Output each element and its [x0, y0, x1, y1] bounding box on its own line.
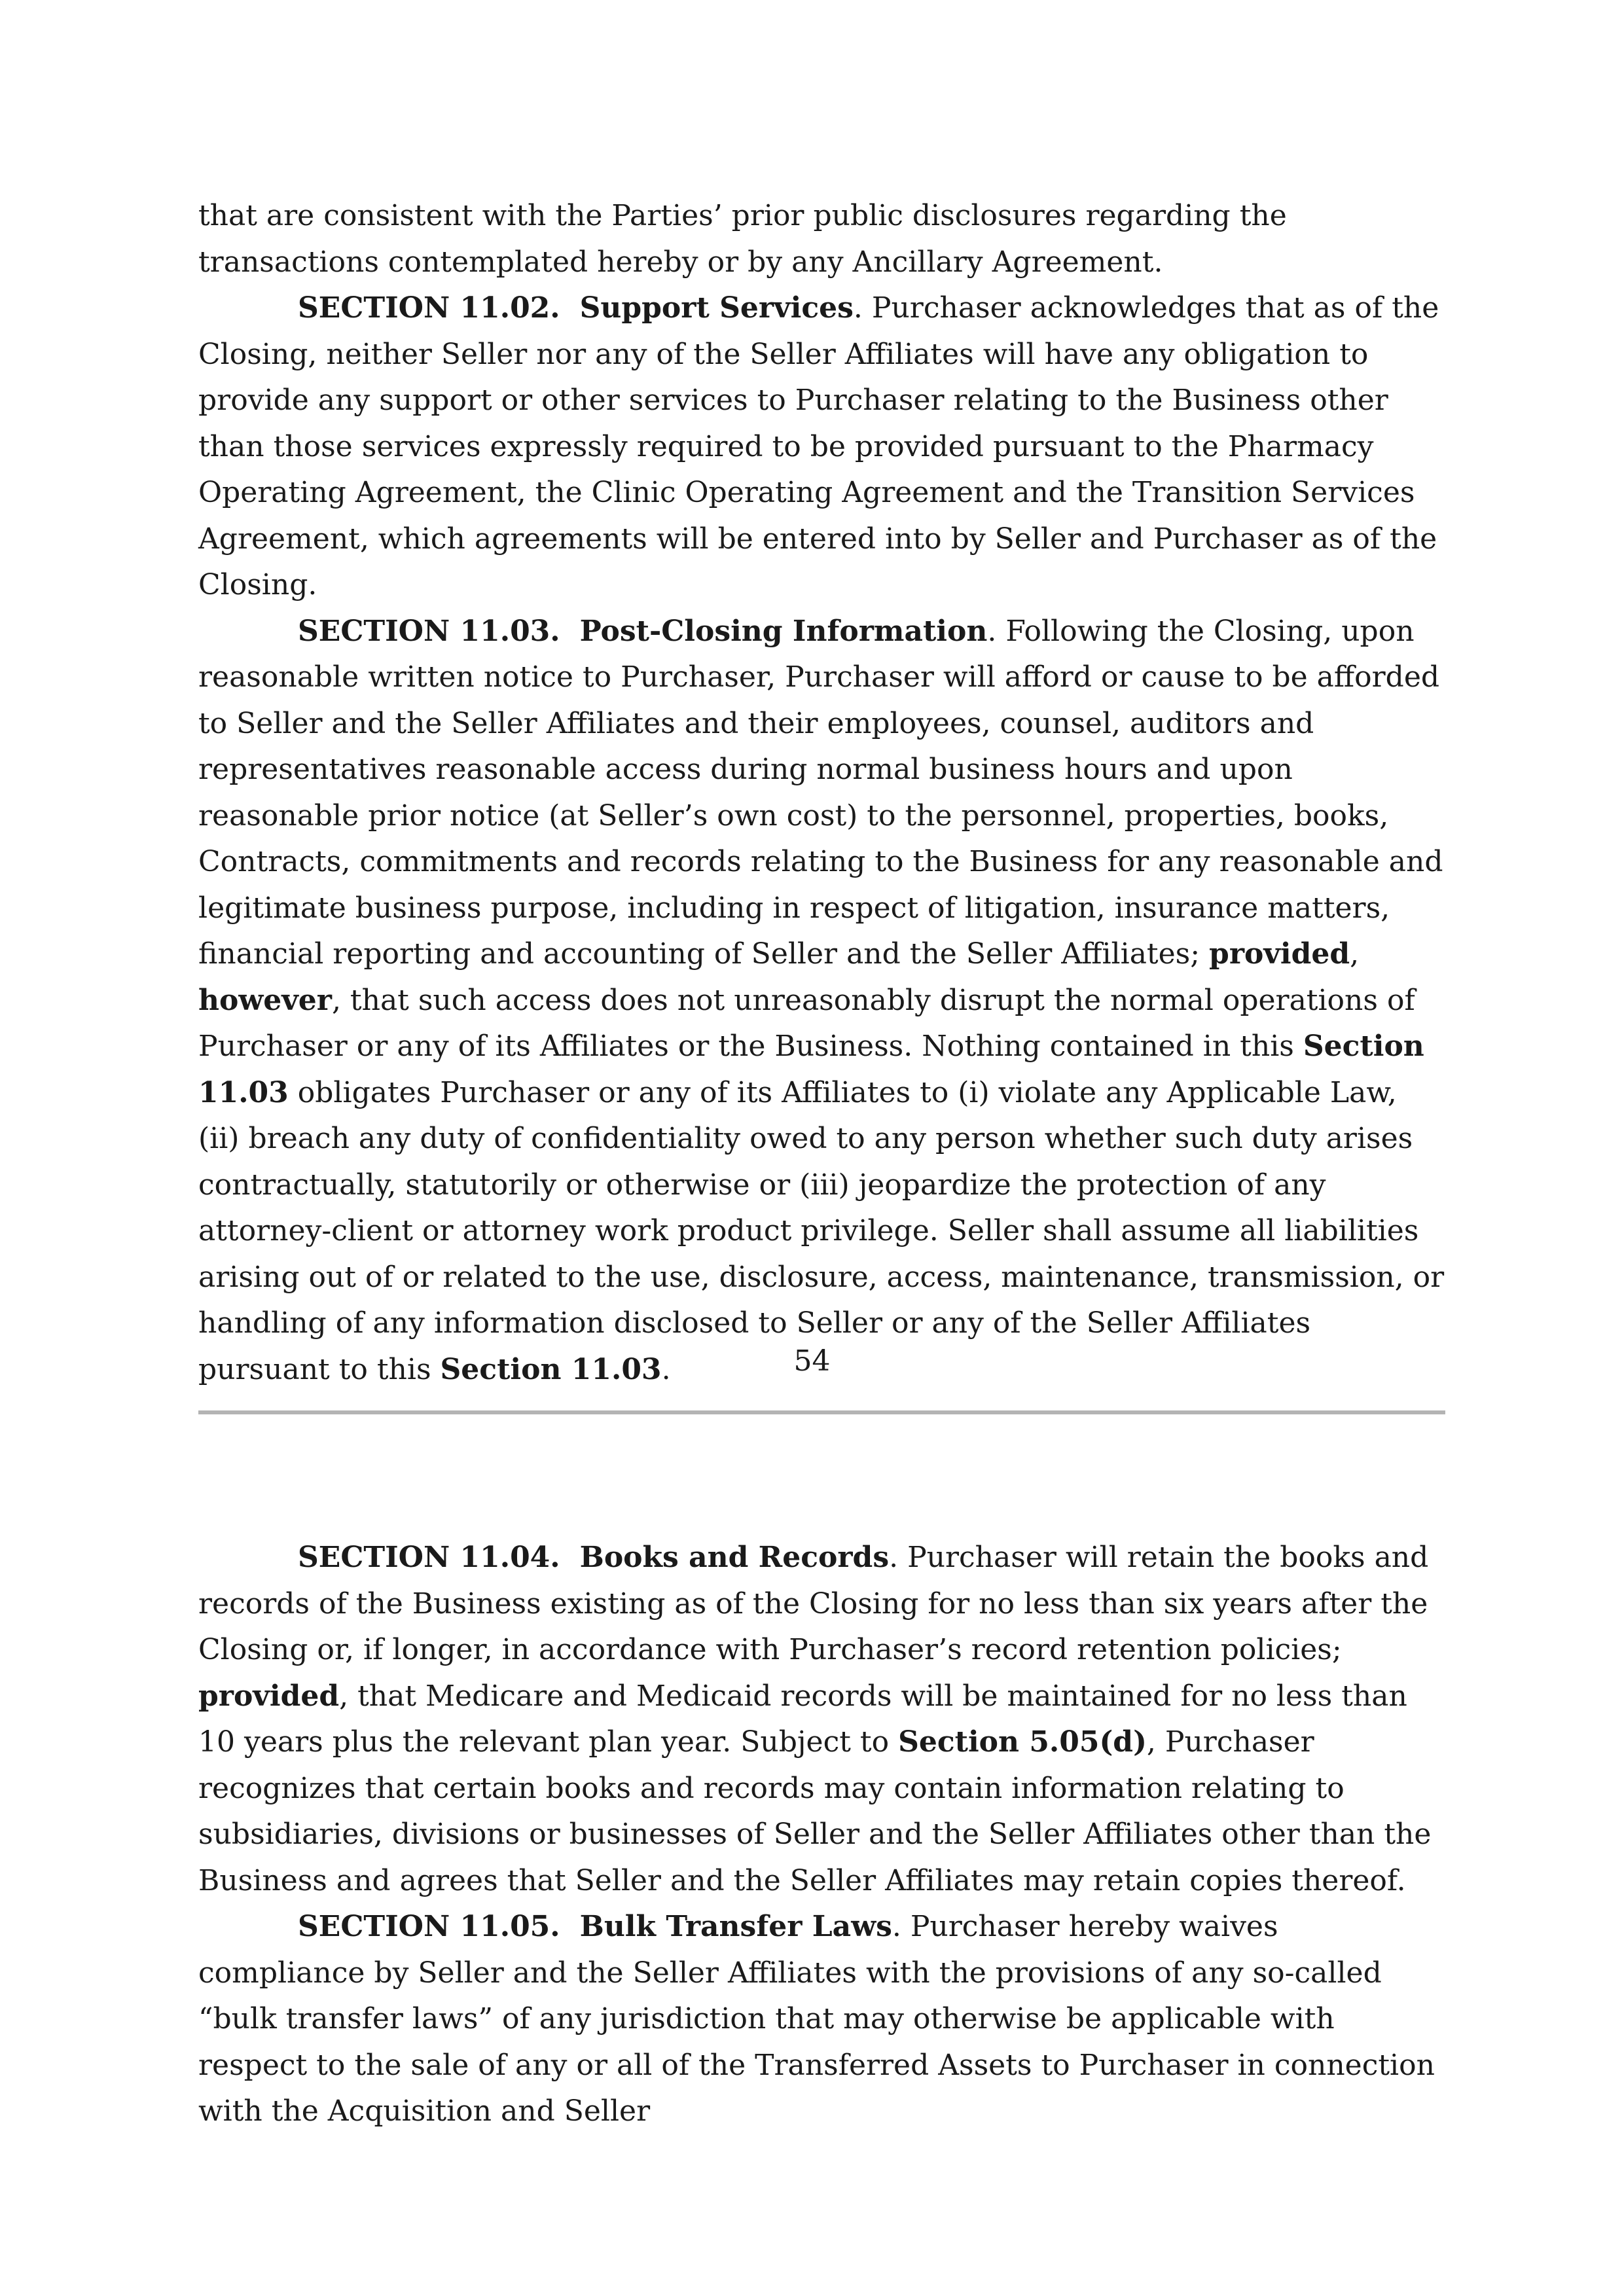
section-text: . [661, 1352, 671, 1386]
page-bottom-body [198, 1535, 1445, 2135]
section-title: Books and Records [579, 1541, 890, 1574]
section-title: Support Services [579, 291, 854, 325]
section-number: SECTION 11.03. [298, 614, 560, 648]
however-term: however [198, 983, 332, 1017]
section-number: SECTION 11.02. [298, 291, 560, 325]
continuation-paragraph: that are consistent with the Parties’ prior public disclosures regarding the transactions contemplated hereby or by any Ancillary Agreement. [198, 199, 1287, 279]
section-11-05-paragraph [198, 1904, 1445, 2135]
section-title: Bulk Transfer Laws [579, 1910, 892, 1943]
section-text: . Purchaser will retain the books and records of the Business existing as of the Closing for no less than six years after the Closing or, if longer, in accordance with Purchaser’s record retention policies; [198, 1541, 1429, 1666]
section-text: , Purchaser recognizes that certain books and records may contain information relating to subsidiaries, divisions or businesses of Seller and the Seller Affiliates other than the Business and agrees that Seller and the Seller Affiliates may retain copies thereof. [198, 1725, 1432, 1897]
section-number: SECTION 11.04. [298, 1541, 560, 1574]
section-reference: Section 5.05(d) [898, 1725, 1147, 1759]
section-title: Post-Closing Information [579, 614, 988, 648]
provided-term: provided [1209, 937, 1350, 971]
page-top-body [198, 193, 1445, 1393]
section-11-02-paragraph [198, 285, 1445, 609]
comma-text: , [1350, 937, 1360, 971]
page-divider [198, 1410, 1445, 1414]
section-text: . Purchaser acknowledges that as of the Closing, neither Seller nor any of the Seller Affiliates will have any obligation to provide any support or other services to Purchaser relating to the Business other than those services expressly required to be provided pursuant to the Pharmacy Operating Agreement, the Clinic Operating Agreement and the Transition Services Agreement, which agreements will be entered into by Seller and Purchaser as of the Closing. [198, 291, 1439, 601]
section-text: , that such access does not unreasonably disrupt the normal operations of Purchaser or any of its Affiliates or the Business. Nothing contained in this [198, 983, 1415, 1063]
section-reference: Section 11.03 [198, 1030, 1424, 1109]
section-text: . Purchaser hereby waives compliance by Seller and the Seller Affiliates with the provisions of any so-called “bulk transfer laws” of any jurisdiction that may otherwise be applicable with respect to the sale of any or all of the Transferred Assets to Purchaser in connection with the Acquisition and Seller [198, 1910, 1435, 2128]
section-11-04-paragraph [198, 1535, 1445, 1904]
page-number: 54 [793, 1344, 831, 1378]
section-reference: Section 11.03 [440, 1352, 662, 1386]
section-11-03-paragraph [198, 609, 1445, 1393]
section-number: SECTION 11.05. [298, 1910, 560, 1943]
section-text: obligates Purchaser or any of its Affiliates to (i) violate any Applicable Law, (ii) breach any duty of confidentiality owed to any person whether such duty arises contractually, statutorily or otherwise or (iii) jeopardize the protection of any attorney-client or attorney work product privilege. Seller shall assume all liabilities arising out of or related to the use, disclosure, access, maintenance, transmission, or handling of any information disclosed to Seller or any of the Seller Affiliates pursuant to this [198, 1075, 1445, 1386]
provided-term: provided [198, 1679, 340, 1713]
section-text: , that Medicare and Medicaid records will be maintained for no less than 10 years plus the relevant plan year. Subject to [198, 1679, 1407, 1759]
section-text: . Following the Closing, upon reasonable written notice to Purchaser, Purchaser will afford or cause to be afforded to Seller and the Seller Affiliates and their employees, counsel, auditors and representatives reasonable access during normal business hours and upon reasonable prior notice (at Seller’s own cost) to the personnel, properties, books, Contracts, commitments and records relating to the Business for any reasonable and legitimate business purpose, including in respect of litigation, insurance matters, financial reporting and accounting of Seller and the Seller Affiliates; [198, 614, 1443, 971]
